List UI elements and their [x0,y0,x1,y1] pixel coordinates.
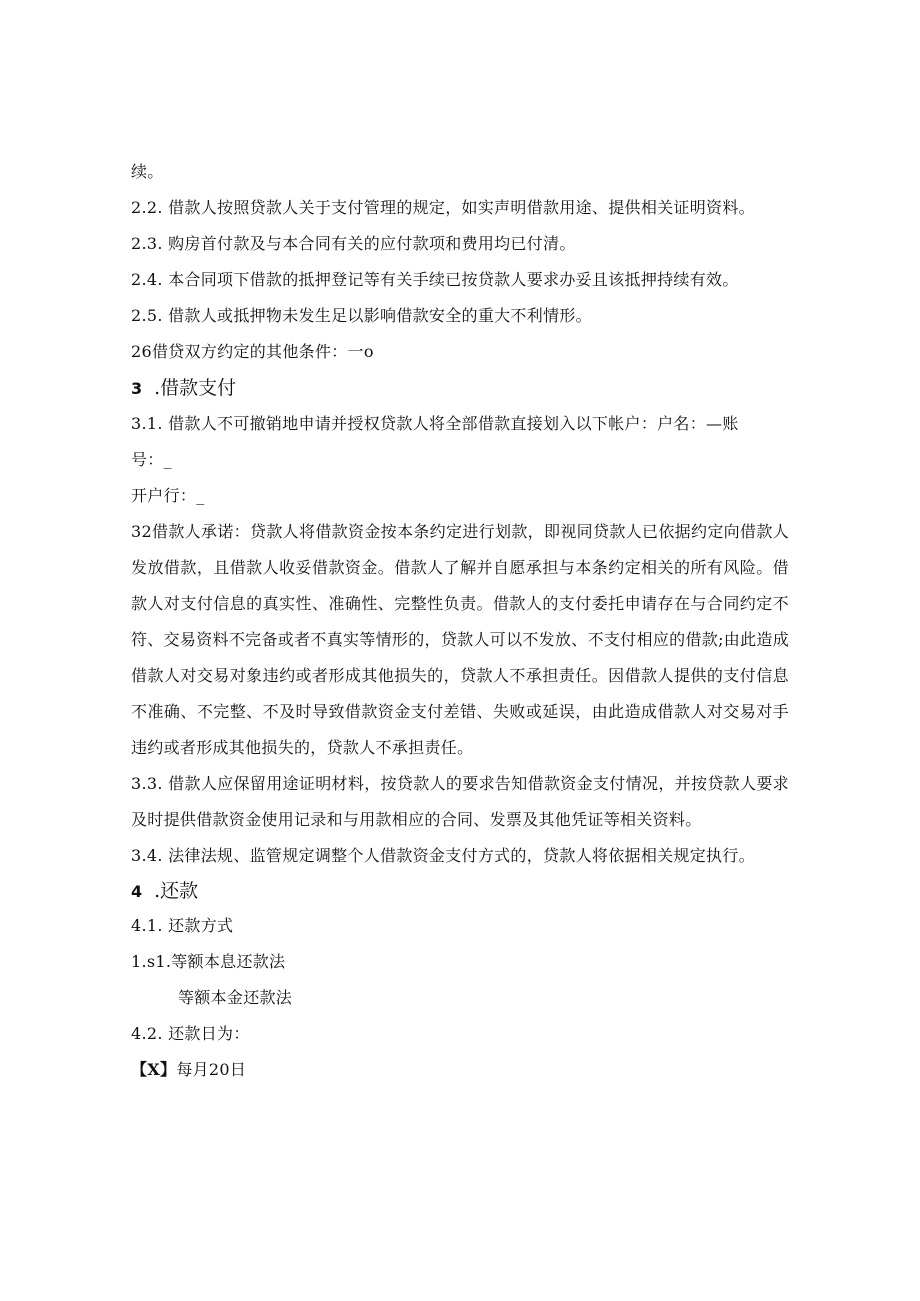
section-4-title: .还款 [154,880,199,902]
clause-2-4: 2.4. 本合同项下借款的抵押登记等有关手续已按贷款人要求办妥且该抵押持续有效。 [131,270,739,289]
checkbox-checked-mark: 【X】 [131,1060,177,1079]
clause-4-2: 4.2. 还款日为： [131,1024,250,1043]
section-4-heading [131,878,198,905]
clause-3-2: 32借款人承诺：贷款人将借款资金按本条约定进行划款，即视同贷款人已依据约定向借款人发放借款，且借款人收妥借款资金。借款人了解并自愿承担与本条约定相关的所有风险。借款人对支付信息的真实性、准确性、完整性负责。借款人的支付委托申请存在与合同约定不符、交易资料不完备或者不真实等情形的，贷款人可以不发放、不支付相应的借款;由此造成借款人对交易对象违约或者形成其他损失的，贷款人不承担责任。因借款人提供的支付信息不准确、不完整、不及时导致借款资金支付差错、失败或延误，由此造成借款人对交易对手违约或者形成其他损失的，贷款人不承担责任。 [131,522,789,757]
repayment-option-1: 1.s1.等额本息还款法 [131,952,286,971]
section-3-title: .借款支付 [154,377,237,399]
clause-2-2: 2.2. 借款人按照贷款人关于支付管理的规定，如实声明借款用途、提供相关证明资料。 [131,198,755,217]
section-4-number: 4 [131,882,143,901]
repayment-day-line [131,1058,246,1082]
section-3-heading [131,375,236,402]
section-3-number: 3 [131,379,143,398]
repayment-option-2: 等额本金还款法 [178,988,293,1007]
repayment-day-text: 每月20日 [176,1060,247,1079]
clause-2-6: 26借贷双方约定的其他条件：一o [131,342,374,361]
clause-2-3: 2.3. 购房首付款及与本合同有关的应付款项和费用均已付清。 [131,234,576,253]
clause-3-4: 3.4. 法律法规、监管规定调整个人借款资金支付方式的，贷款人将依据相关规定执行。 [131,846,755,865]
clause-3-1-line3: 开户行：_ [131,486,205,505]
clause-3-1-line1: 3.1. 借款人不可撤销地申请并授权贷款人将全部借款直接划入以下帐户：户名：—账 [131,414,739,433]
clause-2-5: 2.5. 借款人或抵押物未发生足以影响借款安全的重大不利情形。 [131,306,592,325]
clause-3-3: 3.3. 借款人应保留用途证明材料，按贷款人的要求告知借款资金支付情况，并按贷款人要求及时提供借款资金使用记录和与用款相应的合同、发票及其他凭证等相关资料。 [131,774,789,829]
clause-3-1-line2: 号：_ [131,450,172,469]
clause-4-1: 4.1. 还款方式 [131,916,234,935]
continuation-text: 续。 [131,162,164,181]
